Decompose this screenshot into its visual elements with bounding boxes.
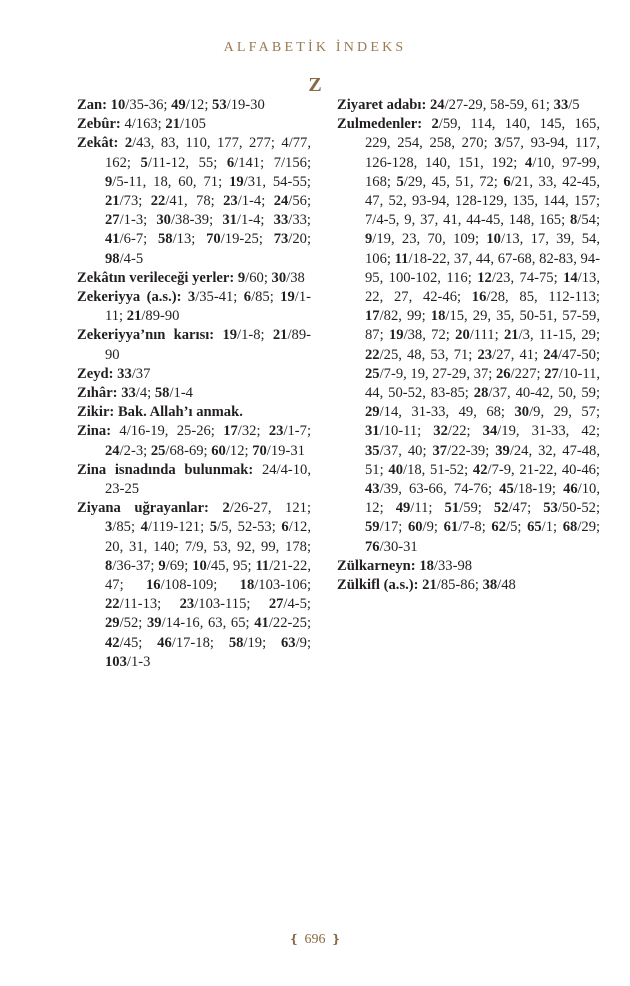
verse-refs: 13; (176, 231, 207, 248)
verse-refs: 59, 114, 140, 145, 165, 229, 254, 258, 270; (365, 116, 601, 152)
verse-refs: 85; (255, 289, 281, 306)
sura-number: 31 (365, 423, 380, 440)
verse-refs: 28, 85, 112-113; (490, 289, 600, 306)
verse-refs: 3, 11-15, 29; (522, 327, 601, 344)
index-entry: Ziyaret adabı: 24/27-29, 58-59, 61; 33/5 (337, 97, 580, 113)
sura-number: 17 (365, 308, 380, 325)
sura-number: 70 (206, 231, 221, 248)
sura-number: 51 (444, 500, 460, 517)
sura-number: 45 (499, 481, 514, 498)
sura-number: 29 (105, 615, 120, 632)
verse-refs: 119-121; (151, 519, 210, 536)
verse-refs: 85-86; (440, 577, 483, 594)
verse-refs: 35-36; (129, 97, 172, 113)
verse-refs: 5 (572, 97, 580, 113)
index-entry: Zülkifl (a.s.): 21/85-86; 38/48 (337, 577, 516, 594)
verse-refs: 22; (451, 423, 483, 440)
section-letter: Z (308, 74, 322, 96)
sura-number: 33 (553, 97, 569, 113)
verse-refs: 54; (581, 212, 600, 229)
sura-number: 65 (527, 519, 542, 536)
verse-refs: 39, 63-66, 74-76; (383, 481, 500, 498)
sura-number: 23 (223, 193, 238, 210)
verse-refs: 9; (426, 519, 444, 536)
sura-number: 2 (431, 116, 439, 133)
verse-refs: 111; (473, 327, 504, 344)
index-term: Zeyd: (77, 365, 114, 382)
verse-refs: 33; (292, 212, 311, 229)
verse-refs: 69; (169, 557, 193, 574)
verse-refs: 22-39; (451, 442, 496, 459)
sura-number: 24 (429, 97, 445, 113)
verse-refs: 32; (241, 423, 269, 440)
sura-number: 33 (117, 365, 132, 382)
sura-number: 52 (493, 500, 509, 517)
sura-number: 28 (473, 385, 489, 402)
verse-refs: 1-11; (105, 289, 311, 325)
sura-number: 46 (563, 481, 578, 498)
verse-refs: 10-11; (383, 423, 434, 440)
verse-refs: 82, 99; (383, 308, 431, 325)
verse-refs: 11-12, 55; (151, 154, 227, 171)
sura-number: 16 (471, 289, 487, 306)
verse-refs: 45; (123, 634, 158, 651)
index-term: Zulmedenler: (337, 116, 423, 133)
sura-number: 21 (272, 327, 288, 344)
sura-number: 33 (273, 212, 289, 229)
index-entry: Zekeriyya’nın karısı: 19/1-8; 21/89-90 (77, 327, 311, 363)
sura-number: 49 (171, 97, 186, 113)
sura-number: 23 (477, 346, 493, 363)
index-column-left (77, 96, 311, 672)
verse-refs: 4; (139, 385, 155, 402)
index-entry: Zina: 4/16-19, 25-26; 17/32; 23/1-7; 24/2-3; 25/68-69; 60/12; 70/19-31 (77, 423, 312, 459)
verse-refs: 11-13; (123, 596, 180, 613)
sura-number: 9 (237, 269, 246, 286)
index-term: Zikir: Bak. Allah’ı anmak. (77, 404, 243, 421)
sura-number: 9 (158, 557, 166, 574)
verse-refs: 33-98 (437, 557, 473, 574)
sura-number: 20 (455, 327, 470, 344)
verse-refs: 10-11, 44, 50-52, 83-85; (365, 365, 601, 402)
verse-refs: 22-25; (272, 615, 311, 632)
verse-refs: 13, 22, 27, 42-46; (365, 269, 600, 306)
verse-refs: 35-41; (199, 289, 244, 306)
verse-refs: 19-25; (224, 231, 274, 248)
sura-number: 8 (569, 212, 578, 229)
sura-number: 17 (223, 423, 238, 440)
verse-refs: 1-8; (241, 327, 273, 344)
sura-number: 39 (146, 615, 162, 632)
verse-refs: 56; (292, 193, 311, 210)
verse-refs: 6-7; (123, 231, 158, 248)
sura-number: 35 (365, 442, 380, 459)
verse-refs: 1-3; (123, 212, 157, 229)
index-term: Zülkifl (a.s.): (337, 577, 419, 594)
verse-refs: 17; (383, 519, 408, 536)
sura-number: 25 (365, 365, 380, 382)
index-entry: Zekât: 2/43, 83, 110, 177, 277; 4/77, 162; 5/11-12, 55; 6/141; 7/156; 9/5-11, 18, 60, 71; 19/31, 54-55; 21/73; 22/41, 78; 23/1-4; 24/56; 27/1-3; 30/38-39; 31/1-4; 33/33; 41/6-7; 58/13; 70/19-25; 73/20; 98/4-5 (77, 135, 311, 267)
sura-number: 5 (396, 173, 404, 190)
sura-number: 10 (110, 97, 126, 113)
verse-refs: 19-31 (270, 442, 305, 459)
verse-refs: 5-11, 18, 60, 71; (116, 173, 230, 190)
sura-number: 49 (395, 500, 411, 517)
sura-number: 19 (229, 173, 244, 190)
verse-refs: 9, 29, 57; (533, 404, 600, 421)
verse-refs: 27, 41; (496, 346, 544, 363)
sura-number: 34 (482, 423, 498, 440)
verse-refs: 24/4-10, 23-25 (105, 461, 312, 498)
sura-number: 23 (268, 423, 284, 440)
sura-number: 62 (491, 519, 507, 536)
sura-number: 27 (268, 596, 284, 613)
verse-refs: 12; (189, 97, 213, 113)
sura-number: 58 (228, 634, 244, 651)
sura-number: 19 (280, 289, 295, 306)
verse-refs: 12; (229, 442, 253, 459)
sura-number: 16 (145, 577, 161, 594)
index-entry: Zekeriyya (a.s.): 3/35-41; 6/85; 19/1-11; 21/89-90 (77, 289, 311, 325)
sura-number: 30 (271, 269, 287, 286)
verse-refs: 7-8; (462, 519, 492, 536)
sura-number: 53 (212, 97, 227, 113)
verse-refs: 68-69; (169, 442, 212, 459)
verse-refs: 89-90 (105, 327, 311, 363)
sura-number: 63 (280, 634, 296, 651)
sura-number: 3 (105, 519, 113, 536)
verse-refs: 4-5 (123, 250, 144, 267)
sura-number: 6 (281, 519, 289, 536)
verse-refs: 29; (581, 519, 601, 536)
verse-refs: 85; (116, 519, 141, 536)
verse-refs: 18, 51-52; (407, 461, 473, 478)
sura-number: 24 (273, 193, 289, 210)
verse-refs: 24, 32, 47-48, 51; (365, 442, 600, 478)
sura-number: 24 (543, 346, 558, 363)
sura-number: 98 (105, 250, 120, 267)
index-term: Zina isnadında bulunmak: (77, 461, 254, 478)
sura-number: 27 (105, 212, 120, 229)
verse-refs: 52; (123, 615, 147, 632)
ornament-right-icon: ❵ (331, 932, 342, 946)
sura-number: 33 (121, 385, 136, 402)
verse-refs: 108-109; (164, 577, 240, 594)
index-term: Zina: (77, 423, 112, 440)
verse-refs: 17-18; (175, 634, 229, 651)
page-number (0, 932, 630, 948)
verse-refs: 60; (249, 269, 272, 286)
index-entry: Zulmedenler: 2/59, 114, 140, 145, 165, 229, 254, 258, 270; 3/57, 93-94, 117, 126-128, 140, 151, 192; 4/10, 97-99, 168; 5/29, 45, 51, 72; 6/21, 33, 42-45, 47, 52, 93-94, 128-129, 135, 144, 157; 7/4-5, 9, 37, 41, 44-45, 148, 165; 8/54; 9/19, 23, 70, 109; 10/13, 17, 39, 54, 106; 11/18-22, 37, 44, 67-68, 82-83, 94-95, 100-102, 116; 12/23, 74-75; 14/13, 22, 27, 42-46; 16/28, 85, 112-113; 17/82, 99; 18/15, 29, 35, 50-51, 57-59, 87; 19/38, 72; 20/111; 21/3, 11-15, 29; 22/25, 48, 53, 71; 23/27, 41; 24/47-50; 25/7-9, 19, 27-29, 37; 26/227; 27/10-11, 44, 50-52, 83-85; 28/37, 40-42, 50, 59; 29/14, 31-33, 49, 68; 30/9, 29, 57; 31/10-11; 32/22; 34/19, 31-33, 42; 35/37, 40; 37/22-39; 39/24, 32, 47-48, 51; 40/18, 51-52; 42/7-9, 21-22, 40-46; 43/39, 63-66, 74-76; 45/18-19; 46/10, 12; 49/11; 51/59; 52/47; 53/50-52; 59/17; 60/9; 61/7-8; 62/5; 65/1; 68/29; 76/30-31 (337, 116, 601, 555)
sura-number: 3 (187, 289, 196, 306)
sura-number: 60 (211, 442, 226, 459)
verse-refs: 21-22, 47; (105, 557, 311, 594)
verse-refs: 73; (123, 193, 151, 210)
verse-refs: 4-5; (287, 596, 311, 613)
sura-number: 22 (105, 596, 120, 613)
running-head: ALFABETİK İNDEKS (223, 40, 407, 55)
sura-number: 18 (239, 577, 255, 594)
page-number-text: 696 (304, 932, 326, 947)
sura-number: 70 (252, 442, 267, 459)
verse-refs: 1-4; (241, 193, 274, 210)
verse-refs: 43, 83, 110, 177, 277; (136, 135, 282, 152)
verse-refs: 2-3; (123, 442, 151, 459)
sura-number: 21 (165, 116, 180, 133)
sura-number: 3 (494, 135, 502, 152)
sura-number: 6 (503, 173, 511, 190)
sura-number: 11 (394, 250, 409, 267)
verse-refs: 27-29, 58-59, 61; (448, 97, 554, 113)
verse-refs: 10, 12; (365, 481, 600, 517)
sura-number: 53 (543, 500, 558, 517)
index-entry: Ziyana uğrayanlar: 2/26-27, 121; 3/85; 4/119-121; 5/5, 52-53; 6/12, 20, 31, 140; 7/9, 53, 92, 99, 178; 8/36-37; 9/69; 10/45, 95; 11/21-22, 47; 16/108-109; 18/103-106; 22/11-13; 23/103-115; 27/4-5; 29/52; 39/14-16, 63, 65; 41/22-25; 42/45; 46/17-18; 58/19; 63/9; 103/1-3 (77, 500, 312, 670)
verse-refs: 9; (299, 634, 311, 651)
sura-number: 22 (150, 193, 166, 210)
verse-refs: 29, 45, 51, 72; (407, 173, 504, 190)
sura-number: 10 (192, 557, 207, 574)
sura-number: 12 (477, 269, 492, 286)
sura-number: 9 (365, 231, 373, 248)
sura-number: 14 (563, 269, 578, 286)
sura-number: 46 (157, 634, 172, 651)
sura-number: 19 (222, 327, 238, 344)
sura-number: 61 (443, 519, 459, 536)
sura-number: 5 (140, 154, 148, 171)
sura-number: 31 (222, 212, 237, 229)
index-entry: Zeyd: 33/37 (77, 365, 151, 382)
verse-refs: 5; (510, 519, 528, 536)
sura-number: 2 (222, 500, 230, 517)
sura-number: 21 (422, 577, 437, 594)
index-entry (77, 403, 311, 422)
sura-number: 39 (495, 442, 510, 459)
sura-number: 73 (273, 231, 289, 248)
verse-refs: 37, 40-42, 50, 59; (492, 385, 600, 402)
sura-number: 41 (105, 231, 120, 248)
index-term: Ziyana uğrayanlar: (77, 500, 209, 517)
verse-refs: 7/4-5, 9, 37, 41, 44-45, 148, 165; (365, 212, 570, 229)
verse-refs: 26-27, 121; (233, 500, 312, 517)
index-entry: Zekâtın verileceği yerler: 9/60; 30/38 (77, 269, 305, 286)
index-term: Zekeriyya’nın karısı: (77, 327, 215, 344)
sura-number: 6 (243, 289, 252, 306)
verse-refs: 21, 33, 42-45, 47, 52, 93-94, 128-129, 135, 144, 157; (365, 173, 600, 210)
verse-refs: 89-90 (145, 308, 180, 325)
sura-number: 68 (562, 519, 578, 536)
verse-refs: 38-39; (175, 212, 223, 229)
sura-number: 25 (150, 442, 166, 459)
verse-refs: 18-22, 37, 44, 67-68, 82-83, 94-95, 100-102, 116; (365, 250, 600, 286)
verse-refs: 19; (247, 634, 281, 651)
sura-number: 6 (226, 154, 235, 171)
sura-number: 4 (525, 154, 533, 171)
verse-refs: 12, 20, 31, 140; (105, 519, 311, 555)
verse-refs: 19, 23, 70, 109; (376, 231, 487, 248)
sura-number: 76 (365, 538, 380, 555)
verse-refs: 59; (463, 500, 494, 517)
verse-refs: 23, 74-75; (495, 269, 564, 286)
verse-refs: 20; (292, 231, 311, 248)
sura-number: 19 (388, 327, 404, 344)
verse-refs: 103-106; (258, 577, 311, 594)
verse-refs: 38 (290, 269, 305, 286)
verse-refs: 105 (184, 116, 206, 133)
sura-number: 21 (126, 308, 142, 325)
sura-number: 30 (514, 404, 530, 421)
sura-number: 58 (157, 231, 173, 248)
sura-number: 103 (105, 653, 127, 670)
sura-number: 37 (432, 442, 448, 459)
verse-refs: 4/163; (124, 116, 166, 133)
index-term: Ziyaret adabı: (337, 97, 427, 113)
index-column-right (337, 96, 600, 595)
sura-number: 21 (503, 327, 519, 344)
verse-refs: 10, 97-99, 168; (365, 154, 600, 190)
sura-number: 43 (365, 481, 380, 498)
sura-number: 27 (544, 365, 559, 382)
sura-number: 18 (419, 557, 434, 574)
verse-refs: 11; (414, 500, 445, 517)
verse-refs: 57, 93-94, 117, 126-128, 140, 151, 192; (365, 135, 601, 171)
sura-number: 9 (105, 173, 113, 190)
verse-refs: 1-7; (287, 423, 312, 440)
sura-number: 11 (255, 557, 270, 574)
verse-refs: 227; (514, 365, 545, 382)
sura-number: 18 (430, 308, 446, 325)
sura-number: 38 (482, 577, 498, 594)
sura-number: 21 (105, 193, 120, 210)
index-entry: Zebûr: 4/163; 21/105 (77, 116, 206, 133)
index-term: Zülkarneyn: (337, 557, 416, 574)
sura-number: 59 (365, 519, 380, 536)
sura-number: 22 (365, 346, 380, 363)
index-entry (77, 461, 311, 499)
verse-refs: 25, 48, 53, 71; (383, 346, 478, 363)
verse-refs: 37 (135, 365, 151, 382)
verse-refs: 4/16-19, 25-26; (119, 423, 224, 440)
index-term: Zekât: (77, 135, 119, 152)
sura-number: 24 (105, 442, 120, 459)
verse-refs: 38, 72; (407, 327, 456, 344)
verse-refs: 19-30 (230, 97, 265, 113)
verse-refs: 50-52; (561, 500, 601, 517)
verse-refs: 14, 31-33, 49, 68; (383, 404, 515, 421)
sura-number: 23 (179, 596, 195, 613)
verse-refs: 141; (238, 154, 274, 171)
sura-number: 41 (254, 615, 269, 632)
verse-refs: 7/9, 53, 92, 99, 178; (184, 538, 312, 555)
verse-refs: 4/77, 162; (105, 135, 311, 171)
index-entry: Zıhâr: 33/4; 58/1-4 (77, 385, 193, 402)
index-entry: Zan: 10/35-36; 49/12; 53/19-30 (77, 97, 265, 113)
sura-number: 58 (154, 385, 170, 402)
verse-refs: 18-19; (517, 481, 564, 498)
verse-refs: 7-9, 21-22, 40-46; (491, 461, 600, 478)
sura-number: 42 (105, 634, 120, 651)
index-term: Zekâtın verileceği yerler: (77, 269, 235, 286)
sura-number: 60 (407, 519, 423, 536)
verse-refs: 15, 29, 35, 50-51, 57-59, 87; (365, 308, 601, 344)
verse-refs: 7-9, 19, 27-29, 37; (383, 365, 496, 382)
verse-refs: 1; (545, 519, 563, 536)
sura-number: 10 (486, 231, 501, 248)
sura-number: 26 (495, 365, 511, 382)
sura-number: 42 (472, 461, 488, 478)
verse-refs: 47-50; (561, 346, 600, 363)
verse-refs: 37, 40; (383, 442, 433, 459)
sura-number: 32 (433, 423, 448, 440)
verse-refs: 19, 31-33, 42; (501, 423, 600, 440)
verse-refs: 1-4 (173, 385, 193, 402)
verse-refs: 1-3 (130, 653, 151, 670)
sura-number: 8 (105, 557, 113, 574)
verse-refs: 47; (512, 500, 544, 517)
sura-number: 40 (388, 461, 403, 478)
verse-refs: 31, 54-55; (247, 173, 311, 190)
verse-refs: 14-16, 63, 65; (165, 615, 255, 632)
sura-number: 30 (156, 212, 171, 229)
verse-refs: 45, 95; (210, 557, 256, 574)
index-term: Zekeriyya (a.s.): (77, 289, 182, 306)
index-term: Zebûr: (77, 116, 121, 133)
verse-refs: 103-115; (198, 596, 269, 613)
verse-refs: 5, 52-53; (221, 519, 282, 536)
index-entry: Zülkarneyn: 18/33-98 (337, 557, 473, 574)
verse-refs: 48 (501, 577, 516, 594)
index-term: Zan: (77, 97, 108, 113)
verse-refs: 41, 78; (169, 193, 224, 210)
verse-refs: 13, 17, 39, 54, 106; (365, 231, 601, 267)
verse-refs: 7/156; (273, 154, 311, 171)
ornament-left-icon: ❴ (288, 932, 299, 946)
sura-number: 29 (365, 404, 380, 421)
sura-number: 2 (124, 135, 133, 152)
sura-number: 4 (140, 519, 148, 536)
sura-number: 5 (209, 519, 218, 536)
verse-refs: 36-37; (116, 557, 159, 574)
verse-refs: 30-31 (383, 538, 418, 555)
index-term: Zıhâr: (77, 385, 118, 402)
verse-refs: 1-4; (240, 212, 274, 229)
